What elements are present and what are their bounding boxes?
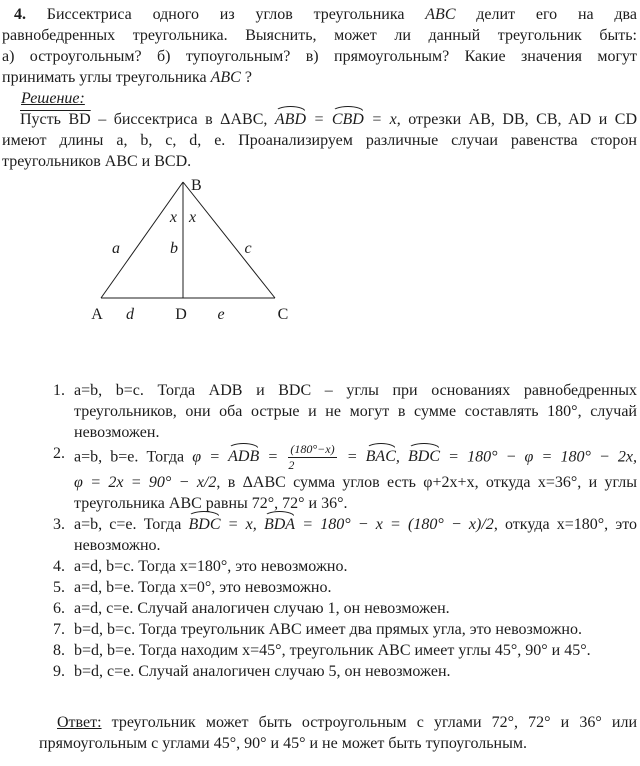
angle-name-with-hat: CBD: [331, 111, 364, 128]
case-item-7: [53, 619, 637, 640]
solution-heading-label: Решение:: [21, 90, 85, 107]
text-segment: a=d, c=e. Случай аналогичен случаю 1, он невозможен.: [74, 600, 450, 618]
case-number: 8.: [53, 642, 65, 660]
text-segment: φ = 2x = 90° − x/2: [74, 474, 217, 492]
text-segment: ABC: [210, 69, 241, 86]
text-line: [74, 661, 637, 682]
text-segment: невозможно.: [74, 537, 161, 555]
case-item-4: [53, 556, 637, 577]
case-number: 3.: [53, 516, 65, 534]
angle-name-with-hat: BAC: [365, 448, 396, 466]
text-segment: a=b, b=c. Тогда ADB и BDC – углы при основаниях равнобедренных: [74, 382, 637, 399]
answer: [39, 712, 637, 754]
side-bc-line: [183, 182, 275, 298]
text-line: [74, 619, 637, 640]
vertex-a-label: A: [91, 306, 103, 323]
case-item-9: [53, 661, 637, 682]
text-segment: а) остроугольным? б) тупоугольным? в) прямоугольным? Какие значения могут: [2, 48, 637, 65]
text-line: [74, 598, 637, 619]
side-c-label: c: [244, 240, 252, 257]
angle-name-with-hat: ABD: [274, 111, 306, 128]
text-line: [2, 25, 637, 46]
segment-e-label: e: [217, 306, 225, 323]
text-segment: прямоугольным с углами 45°, 90° и 45° и не может быть тупоугольным.: [39, 735, 527, 753]
case-text: [74, 443, 637, 514]
text-segment: φ =: [192, 448, 229, 466]
text-segment: 4.: [14, 6, 26, 23]
text-line: [74, 493, 637, 514]
text-line: [2, 4, 637, 25]
case-text: [74, 556, 637, 577]
bisector-b-label: b: [170, 240, 178, 257]
vertex-c-label: C: [277, 306, 289, 323]
text-segment: невозможен.: [74, 424, 160, 441]
text-segment: = 180° − x = (180° − x)/2: [295, 516, 494, 534]
text-line: [2, 151, 637, 172]
text-segment: Пусть BD: [20, 111, 91, 128]
text-line: [2, 67, 637, 88]
text-line: [39, 733, 637, 754]
case-number: 4.: [53, 558, 65, 576]
solution-intro: [2, 109, 637, 172]
solution-heading: [21, 88, 637, 109]
vertex-b-label: B: [191, 177, 202, 194]
text-segment: b=d, c=e. Случай аналогичен случаю 5, он невозможен.: [74, 663, 451, 681]
text-segment: Ответ:: [57, 714, 102, 732]
case-item-2: [53, 442, 638, 514]
case-text: [74, 380, 637, 443]
text-segment: , откуда x=180°, это: [493, 516, 637, 534]
text-segment: равнобедренных треугольника. Выяснить, может ли данный треугольник быть:: [2, 27, 637, 44]
text-line: [74, 535, 637, 556]
text-line: [74, 577, 637, 598]
text-segment: – биссектриса в ΔABC,: [90, 111, 275, 128]
text-segment: =: [259, 448, 287, 466]
text-segment: треугольников, они оба острые и не могут в сумме составлять 180°, случай: [74, 403, 637, 420]
text-segment: b=d, b=e. Тогда находим x=45°, треугольник ABC имеет углы 45°, 90° и 45°.: [74, 642, 591, 660]
text-segment: =: [338, 448, 366, 466]
text-line: [74, 556, 637, 577]
text-segment: a=d, b=e. Тогда x=0°, это невозможно.: [74, 579, 332, 597]
case-number: 9.: [53, 663, 65, 681]
case-text: [74, 640, 637, 661]
text-line: [74, 422, 637, 443]
case-text: [74, 514, 637, 556]
text-segment: , отрезки AB, DB, CB, AD и CD: [396, 111, 638, 128]
foot-d-label: D: [175, 306, 187, 323]
text-line: [2, 46, 637, 67]
text-segment: a=b, b=e. Тогда: [74, 448, 193, 466]
case-number: 2.: [53, 445, 65, 462]
angle-name-with-hat: BDA: [263, 516, 296, 534]
case-item-5: [53, 577, 637, 598]
text-segment: делит его на два: [455, 6, 638, 23]
case-text: [74, 598, 637, 619]
triangle-svg: [2, 172, 637, 330]
text-segment: принимать углы треугольника: [2, 69, 211, 86]
text-segment: ?: [240, 69, 252, 86]
case-number: 7.: [53, 621, 65, 639]
text-segment: = x: [363, 111, 397, 128]
segment-d-label: d: [126, 306, 134, 323]
text-segment: ,: [395, 448, 400, 466]
text-line: [74, 443, 637, 472]
text-segment: треугольников ABC и BCD.: [2, 153, 192, 170]
text-line: [74, 514, 637, 535]
case-item-6: [53, 598, 637, 619]
text-segment: a=b, c=e. Тогда: [74, 516, 189, 534]
angle-x-left-label: x: [169, 209, 177, 226]
case-number: 5.: [53, 579, 65, 597]
text-line: [74, 640, 637, 661]
case-number: 1.: [53, 382, 65, 399]
text-line: [74, 401, 637, 422]
text-segment: b=d, b=c. Тогда треугольник ABC имеет два прямых угла, это невозможно.: [74, 621, 582, 639]
text-segment: = x,: [220, 516, 264, 534]
angle-name-with-hat: ADB: [228, 448, 260, 466]
case-list: [2, 380, 637, 682]
angle-name-with-hat: BDC: [188, 516, 221, 534]
text-segment: =: [306, 111, 332, 128]
text-line: [2, 130, 637, 151]
document-page: [2, 4, 637, 754]
text-line: [74, 472, 637, 493]
text-segment: ABC: [425, 6, 456, 23]
case-text: [74, 577, 637, 598]
fraction: $\frac{(180^\circ-x)}{2}$: [288, 442, 335, 473]
text-segment: треугольника ABC равны 72°, 72° и 36°.: [74, 495, 348, 513]
text-segment: [400, 448, 408, 465]
text-segment: имеют длины a, b, c, d, e. Проанализируем различные случаи равенства сторон: [2, 132, 637, 149]
text-line: [74, 380, 637, 401]
angle-x-right-label: x: [189, 209, 197, 226]
problem-statement: [2, 4, 637, 88]
triangle-figure: [2, 172, 637, 330]
case-item-3: [53, 514, 637, 556]
text-segment: Биссектриса одного из углов треугольника: [26, 6, 426, 23]
case-text: [74, 661, 637, 682]
angle-name-with-hat: BDC: [408, 448, 440, 466]
case-item-1: [53, 380, 637, 443]
text-segment: = 180° − φ = 180° − 2x,: [440, 448, 638, 466]
case-text: [74, 619, 637, 640]
text-segment: a=d, b=c. Тогда x=180°, это невозможно.: [74, 558, 348, 576]
text-line: [2, 109, 637, 130]
text-segment: , в ΔABC сумма углов есть φ+2x+x, откуда x=36°, и углы: [216, 474, 637, 492]
case-item-8: [53, 640, 637, 661]
text-segment: треугольник может быть остроугольным с углами 72°, 72° и 36° или: [101, 714, 637, 732]
text-line: [39, 712, 637, 733]
case-number: 6.: [53, 600, 65, 618]
side-a-label: a: [112, 240, 120, 257]
